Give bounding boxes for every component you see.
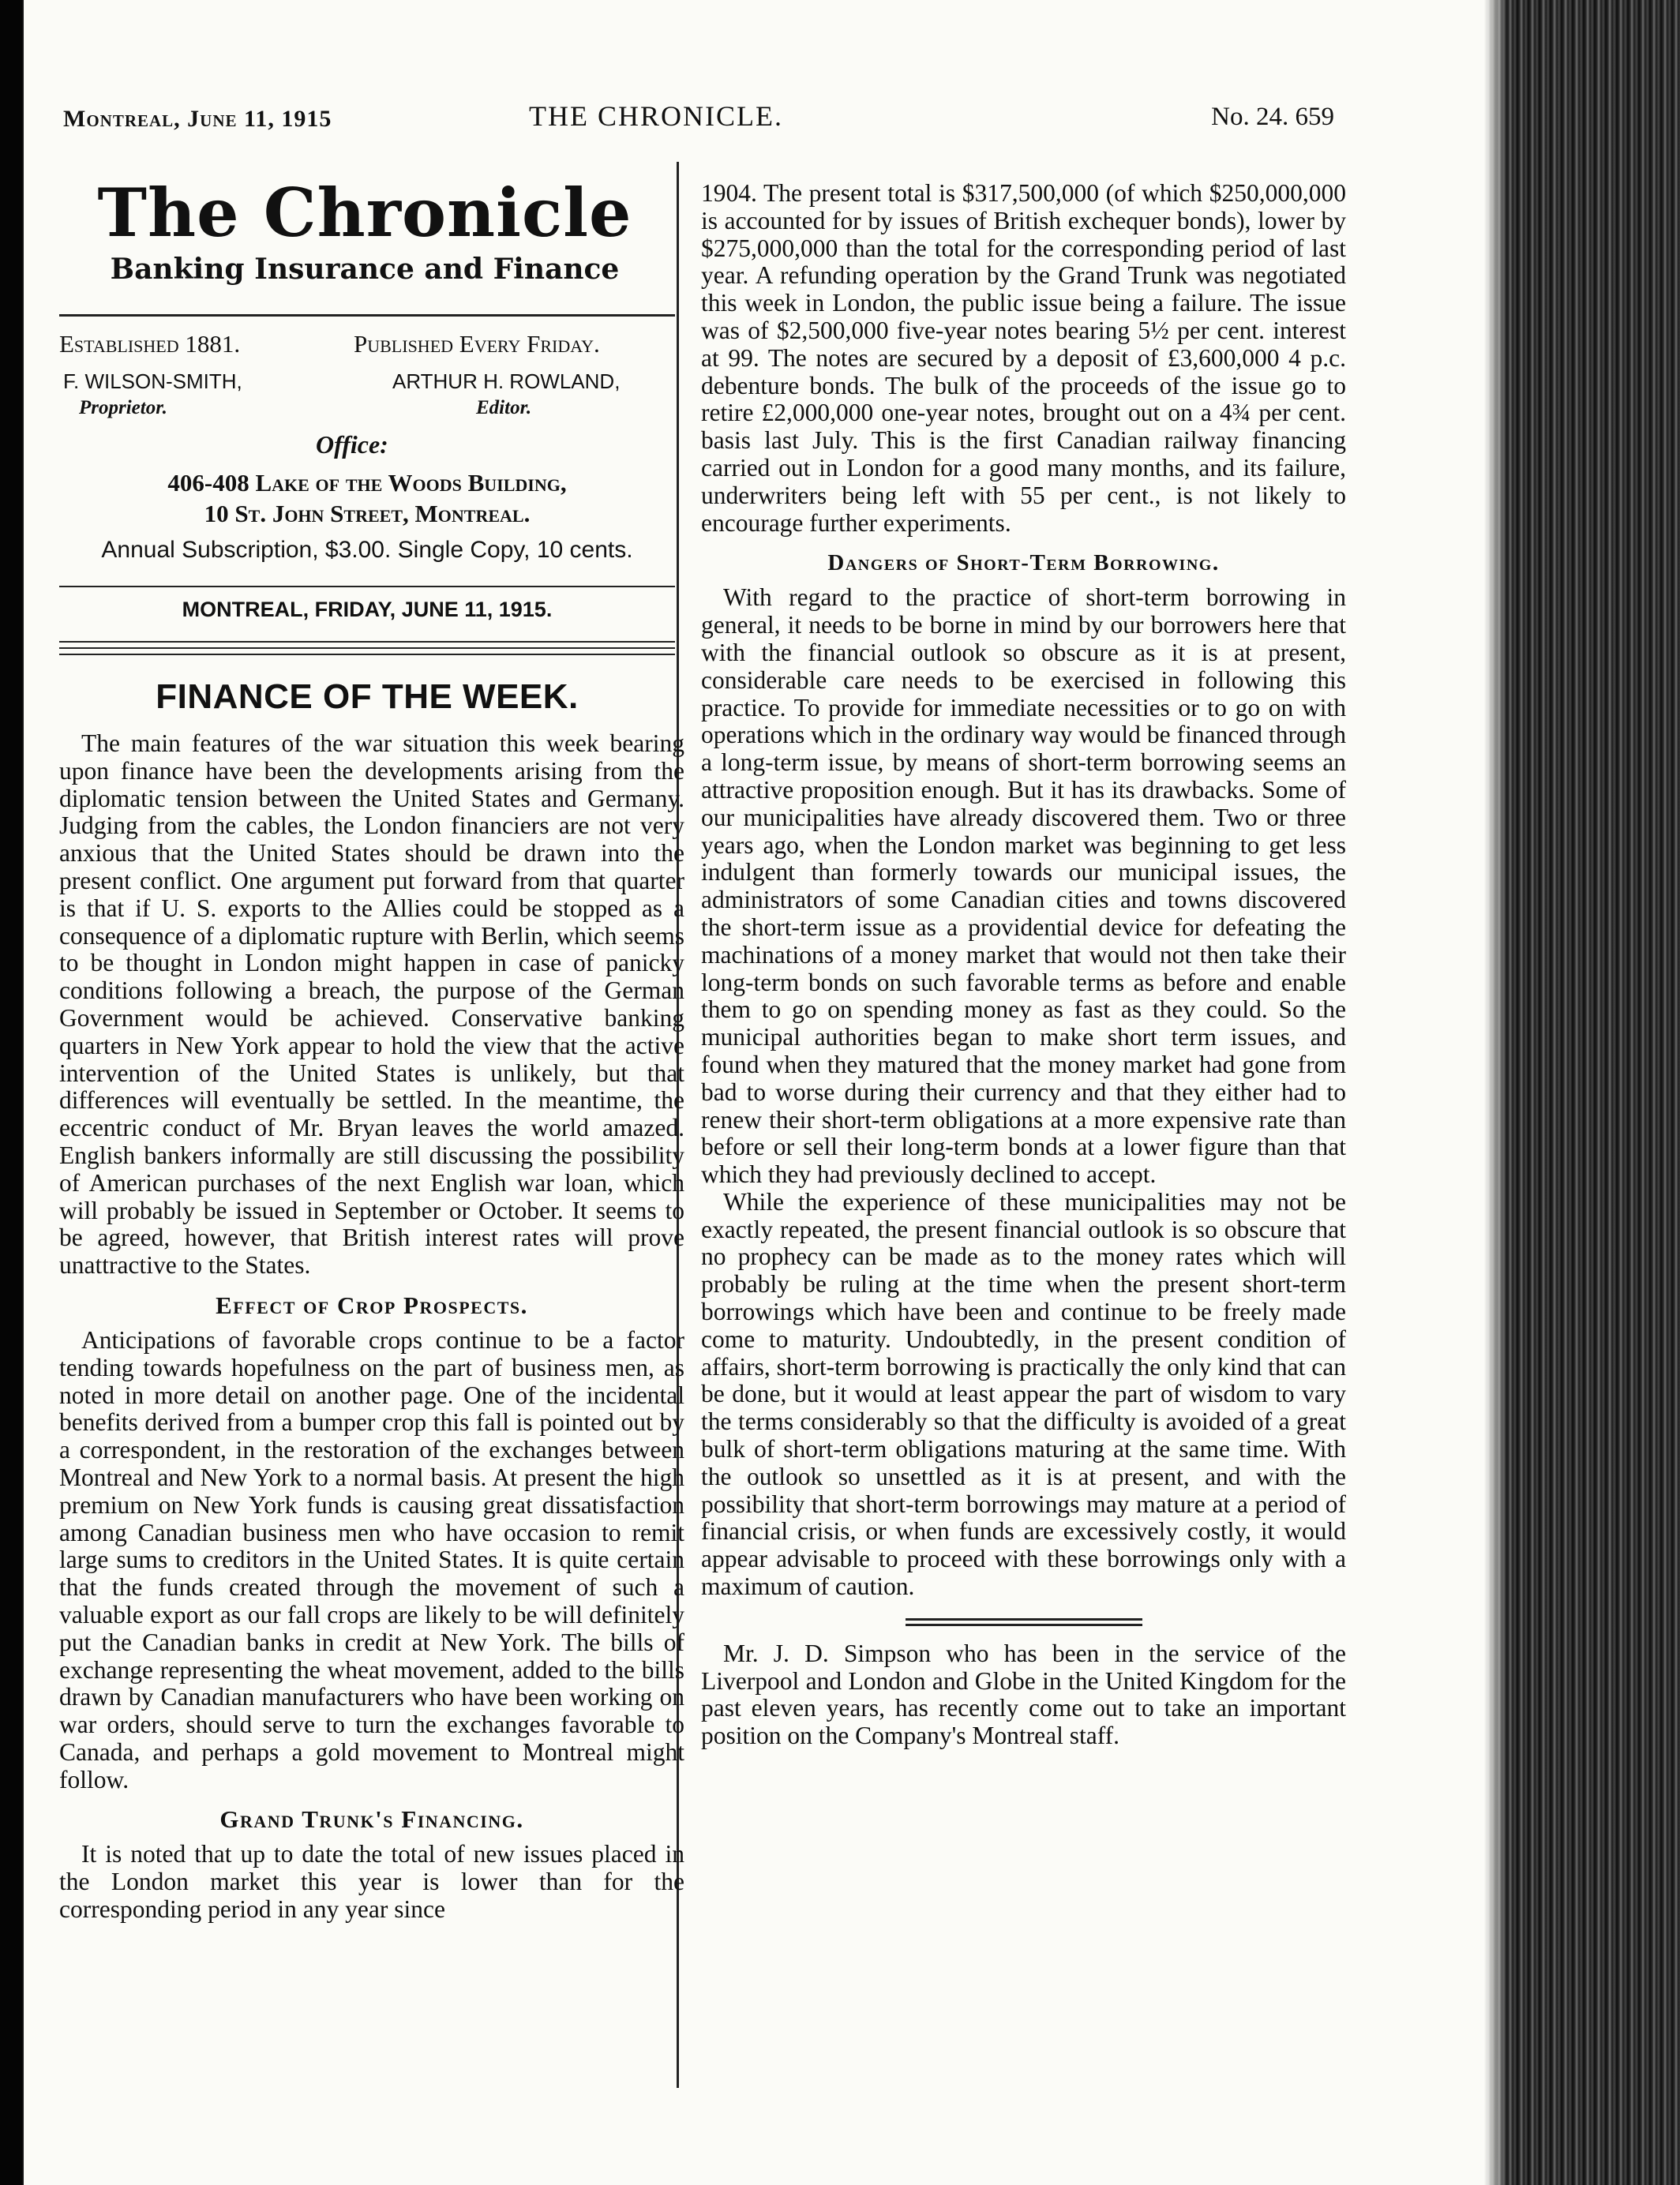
editor-role: Editor. (476, 397, 532, 418)
right-column (701, 180, 1346, 1750)
dateline: MONTREAL, FRIDAY, JUNE 11, 1915. (182, 598, 553, 621)
office-address-1: 406-408 Lake of the Woods Building, (167, 469, 567, 497)
paragraph-simpson-appointment: Mr. J. D. Simpson who has been in the service of the Liverpool and London and Globe in the United Kingdom for the past eleven years, has recently come out to take an important position on the Company's Montreal staff. (701, 1639, 1346, 1750)
dateline-rule-top (59, 586, 675, 587)
scan-left-edge (0, 0, 22, 2185)
running-head-issue-page: No. 24. 659 (1211, 103, 1334, 131)
dateline-rule-bottom-1 (59, 641, 675, 643)
paragraph-war-situation: The main features of the war situation this week bearing upon finance have been the developments arising from the diplomatic tension between the United States and Germany. Judging from the cables, the London financiers are not very anxious that the United States should be drawn into the present conflict. One argument put forward from that quarter is that if U. S. exports to the Allies could be stopped as a consequence of a diplomatic rupture with Berlin, which seems to be thought in London might happen in case of panicky conditions following a breach, the purpose of the German Government would be achieved. Conservative banking quarters in New York appear to hold the view that the active intervention of the United States is unlikely, but that differences will eventually be settled. In the meantime, the eccentric conduct of Mr. Bryan leaves the world amazed. English bankers informally are still discussing the possibility of American purchases of the next English war loan, which will probably be issued in September or October. It seems to be agreed, however, that British interest rates will prove unattractive to the States. (59, 729, 684, 1280)
heading-crop-prospects: Effect of Crop Prospects. (216, 1291, 528, 1319)
proprietor-role: Proprietor. (79, 397, 167, 418)
subscription-line: Annual Subscription, $3.00. Single Copy, 10 cents. (101, 537, 633, 563)
published-line: Published Every Friday. (354, 330, 600, 358)
masthead-rule-top (59, 314, 675, 317)
left-column (59, 730, 684, 1924)
paragraph-short-term-borrowing: With regard to the practice of short-term borrowing in general, it needs to be borne in mind by our borrowers here that with the financial outlook so obscure as it is at present, considerable care needs to be exercised in following this practice. To provide for immediate necessities or to go on with operations which in the ordinary way would be financed through a long-term issue, by means of short-term borrowing seems an attractive proposition enough. But it has its drawbacks. Some of our municipalities have already discovered them. Two or three years ago, when the London market was beginning to get less indulgent than formerly towards our municipal issues, the administrators of some Canadian cities and towns discovered the short-term issue as a providential device for defeating the machinations of a money market that would not then take their long-term bonds on such favorable terms as before and enable them to go on spending money as fast as they could. So the municipal authorities began to make short term issues, and found when they matured that the money market had gone from bad to worse during their currency and that they either had to renew their short-term obligations at a more expensive rate than before or sell their long-term bonds at a lower figure than that which they had previously declined to accept. (701, 583, 1346, 1189)
masthead-title: The Chronicle (97, 174, 632, 252)
paragraph-municipal-outlook: While the experience of these municipalities may not be exactly repeated, the present financial outlook is so obscure that no prophecy can be made as to the money rates which will probably be ruling at the time when the present short-term borrowings which have been and continue to be freely made come to maturity. Undoubtedly, in the present condition of affairs, short-term borrowing is practically the only kind that can be done, but it would at least appear the part of wisdom to vary the terms considerably so that the difficulty is avoided of a great bulk of short-term obligations maturing at the same time. With the outlook so unsettled as it is at present, and with the possibility that short-term borrowings may mature at a period of financial crisis, or when funds are excessively costly, it would appear advisable to proceed with these borrowings only with a maximum of caution. (701, 1187, 1346, 1601)
dateline-rule-bottom-2 (59, 647, 675, 649)
paragraph-grand-trunk-continued: 1904. The present total is $317,500,000 (of which $250,000,000 is accounted for by issues of British exchequer bonds), lower by $275,000,000 than the total for the corresponding period of last year. A refunding operation by the Grand Trunk was negotiated this week in London, the public issue being a failure. The issue was of $2,500,000 five-year notes bearing 5½ per cent. interest at 99. The notes are secured by a deposit of £3,600,000 4 p.c. debenture bonds. The bulk of the proceeds of the issue go to retire £2,000,000 one-year notes, brought out on a 4¾ per cent. basis last July. This is the first Canadian railway financing carried out in London for a good many months, and its failure, underwriters being left with 55 per cent., is not likely to encourage further experiments. (701, 179, 1346, 537)
editor-name: ARTHUR H. ROWLAND, (392, 369, 621, 393)
dateline-rule-bottom-3 (59, 654, 675, 655)
proprietor-name: F. WILSON-SMITH, (63, 369, 242, 393)
office-address-2: 10 St. John Street, Montreal. (204, 500, 531, 527)
paragraph-crop-prospects: Anticipations of favorable crops continue to be a factor tending towards hopefulness on the part of business men, as noted in more detail on another page. One of the incidental benefits derived from a bumper crop this fall is pointed out by a correspondent, in the restoration of the exchanges between Montreal and New York to a normal basis. At present the high premium on New York funds is causing great dissatisfaction among Canadian business men who have occasion to remit large sums to creditors in the United States. It is quite certain that the funds created through the movement of such a valuable export as our fall crops are likely to be will definitely put the Canadian banks in credit at New York. The bills of exchange representing the wheat movement, added to the bills drawn by Canadian manufacturers who have been working on war orders, should serve to turn the exchanges favorable to Canada, and perhaps a gold movement to Montreal might follow. (59, 1325, 684, 1793)
paragraph-grand-trunk-intro: It is noted that up to date the total of new issues placed in the London market this year is lower than for the corresponding period in any year since (59, 1840, 684, 1924)
masthead-subtitle: Banking Insurance and Finance (110, 253, 620, 286)
running-head-date: Montreal, June 11, 1915 (63, 106, 332, 132)
book-binding-edge (1484, 0, 1680, 2185)
heading-short-term-borrowing: Dangers of Short-Term Borrowing. (827, 550, 1220, 576)
running-head-title: THE CHRONICLE. (529, 100, 783, 132)
article-headline: FINANCE OF THE WEEK. (156, 677, 579, 716)
heading-grand-trunk: Grand Trunk's Financing. (219, 1805, 524, 1834)
masthead (57, 174, 673, 286)
section-separator (906, 1618, 1142, 1626)
established-line: Established 1881. (59, 330, 241, 358)
office-label: Office: (316, 430, 388, 459)
running-head (63, 93, 1334, 141)
